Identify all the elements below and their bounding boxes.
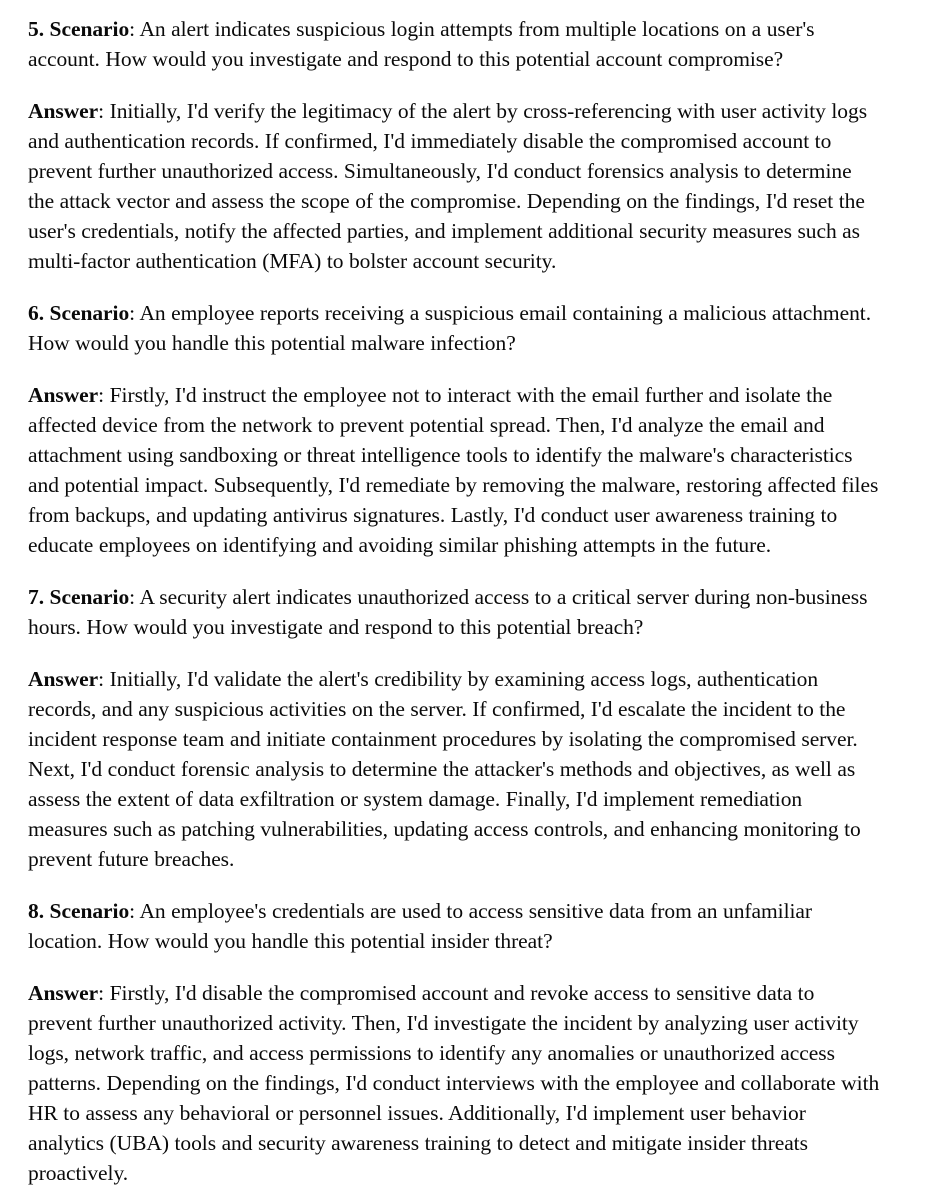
- scenario-text-6: An employee reports receiving a suspicious email containing a malicious attachment. How would you handle this potential malware infection?: [28, 301, 872, 355]
- scenario-label-5: 5. Scenario: [28, 17, 130, 41]
- answer-text-7: Initially, I'd validate the alert's credibility by examining access logs, authentication records, and any suspicious activities on the server. If confirmed, I'd escalate the incident to the incident response team and initiate containment procedures by isolating the compromised server. Next, I'd conduct forensic analysis to determine the attacker's methods and objectives, as well as assess the extent of data exfiltration or system damage. Finally, I'd implement remediation measures such as patching vulnerabilities, updating access controls, and enhancing monitoring to prevent future breaches.: [28, 667, 861, 871]
- scenario-separator-7: :: [129, 585, 140, 609]
- answer-label-8: Answer: [28, 981, 99, 1005]
- answer-separator-6: :: [98, 383, 110, 407]
- answer-block-7: [28, 664, 881, 874]
- scenario-label-6: 6. Scenario: [28, 301, 130, 325]
- scenario-paragraph-8: [28, 896, 881, 956]
- answer-paragraph-8: [28, 978, 881, 1188]
- answer-block-6: [28, 380, 881, 560]
- scenario-block-6: [28, 298, 881, 358]
- answer-paragraph-7: [28, 664, 881, 874]
- answer-separator-7: :: [98, 667, 110, 691]
- scenario-separator-5: :: [129, 17, 140, 41]
- scenario-text-7: A security alert indicates unauthorized access to a critical server during non-business hours. How would you investigate and respond to this potential breach?: [28, 585, 868, 639]
- answer-label-5: Answer: [28, 99, 99, 123]
- scenario-paragraph-6: [28, 298, 881, 358]
- answer-text-6: Firstly, I'd instruct the employee not to interact with the email further and isolate the affected device from the network to prevent potential spread. Then, I'd analyze the email and attachment using sandboxing or threat intelligence tools to identify the malware's characteristics and potential impact. Subsequently, I'd remediate by removing the malware, restoring affected files from backups, and updating antivirus signatures. Lastly, I'd conduct user awareness training to educate employees on identifying and avoiding similar phishing attempts in the future.: [28, 383, 879, 557]
- answer-block-5: [28, 96, 881, 276]
- answer-label-7: Answer: [28, 667, 99, 691]
- scenario-separator-8: :: [129, 899, 140, 923]
- answer-paragraph-6: [28, 380, 881, 560]
- answer-separator-8: :: [98, 981, 110, 1005]
- scenario-text-5: An alert indicates suspicious login attempts from multiple locations on a user's account. How would you investigate and respond to this potential account compromise?: [28, 17, 815, 71]
- scenario-separator-6: :: [129, 301, 140, 325]
- scenario-block-5: [28, 14, 881, 74]
- scenario-text-8: An employee's credentials are used to access sensitive data from an unfamiliar location. How would you handle this potential insider threat?: [28, 899, 813, 953]
- answer-text-8: Firstly, I'd disable the compromised account and revoke access to sensitive data to prevent further unauthorized activity. Then, I'd investigate the incident by analyzing user activity logs, network traffic, and access permissions to identify any anomalies or unauthorized access patterns. Depending on the findings, I'd conduct interviews with the employee and collaborate with HR to assess any behavioral or personnel issues. Additionally, I'd implement user behavior analytics (UBA) tools and security awareness training to detect and mitigate insider threats proactively.: [28, 981, 880, 1185]
- scenario-label-7: 7. Scenario: [28, 585, 130, 609]
- scenario-block-8: [28, 896, 881, 956]
- scenario-label-8: 8. Scenario: [28, 899, 130, 923]
- answer-block-8: [28, 978, 881, 1188]
- answer-separator-5: :: [98, 99, 110, 123]
- answer-paragraph-5: [28, 96, 881, 276]
- scenario-paragraph-7: [28, 582, 881, 642]
- scenario-block-7: [28, 582, 881, 642]
- answer-label-6: Answer: [28, 383, 99, 407]
- scenario-paragraph-5: [28, 14, 881, 74]
- answer-text-5: Initially, I'd verify the legitimacy of the alert by cross-referencing with user activity logs and authentication records. If confirmed, I'd immediately disable the compromised account to prevent further unauthorized access. Simultaneously, I'd conduct forensics analysis to determine the attack vector and assess the scope of the compromise. Depending on the findings, I'd reset the user's credentials, notify the affected parties, and implement additional security measures such as multi-factor authentication (MFA) to bolster account security.: [28, 99, 868, 273]
